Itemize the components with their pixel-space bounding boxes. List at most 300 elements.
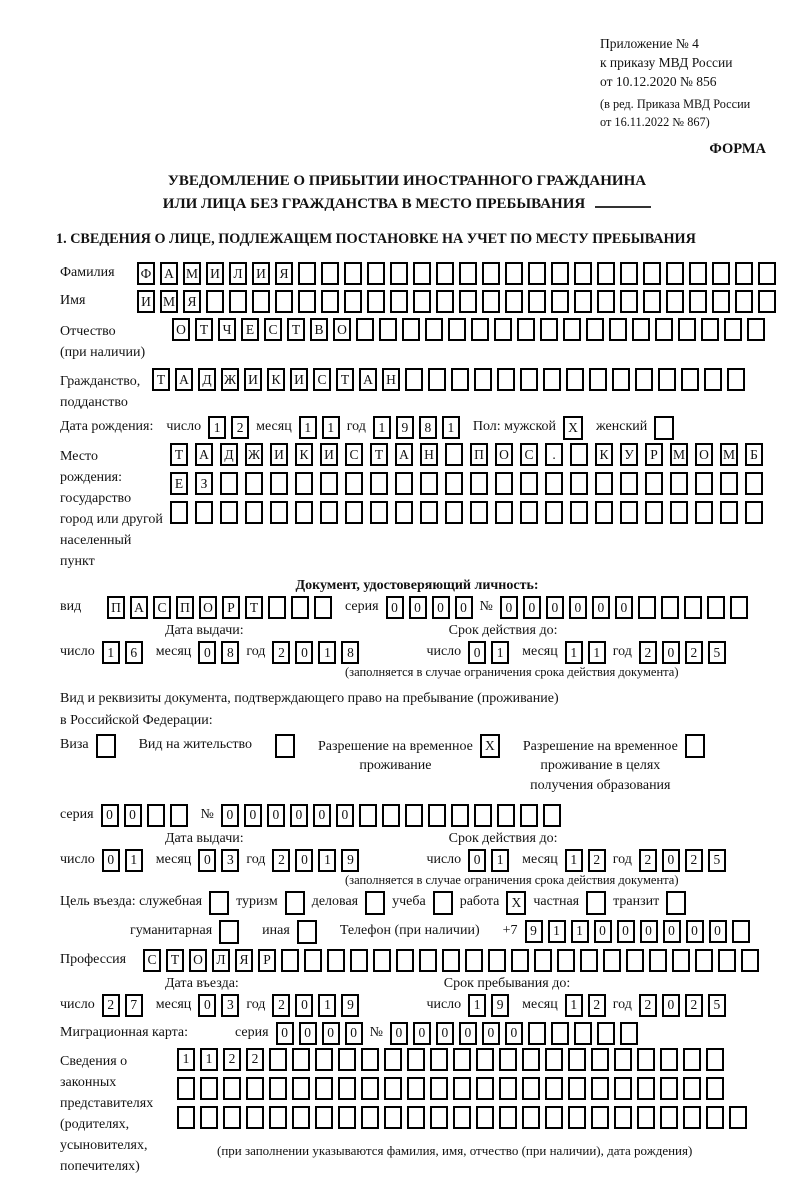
char-cell[interactable] <box>597 1022 615 1045</box>
char-cell[interactable] <box>396 949 414 972</box>
char-cell[interactable] <box>420 501 438 524</box>
char-cell[interactable] <box>522 1048 540 1071</box>
char-cell[interactable] <box>297 920 317 944</box>
char-cell[interactable]: 0 <box>468 849 486 872</box>
char-cell[interactable] <box>206 290 224 313</box>
char-cell[interactable] <box>543 368 561 391</box>
char-cell[interactable] <box>246 1077 264 1100</box>
char-cell[interactable] <box>315 1077 333 1100</box>
char-cell[interactable] <box>433 891 453 915</box>
char-cell[interactable] <box>580 949 598 972</box>
char-cell[interactable] <box>520 804 538 827</box>
char-cell[interactable]: Т <box>166 949 184 972</box>
char-cell[interactable] <box>395 501 413 524</box>
char-cell[interactable] <box>269 1077 287 1100</box>
char-cell[interactable] <box>344 290 362 313</box>
char-cell[interactable] <box>672 949 690 972</box>
residence-permit-checkbox[interactable] <box>275 734 295 758</box>
char-cell[interactable] <box>320 501 338 524</box>
char-cell[interactable]: М <box>160 290 178 313</box>
char-cell[interactable] <box>270 472 288 495</box>
char-cell[interactable]: 9 <box>491 994 509 1017</box>
char-cell[interactable] <box>660 1106 678 1129</box>
char-cell[interactable] <box>345 501 363 524</box>
char-cell[interactable]: И <box>320 443 338 466</box>
purpose-private-checkbox[interactable] <box>586 891 606 915</box>
temp-residence-edu-checkbox[interactable] <box>685 734 705 758</box>
char-cell[interactable] <box>683 1048 701 1071</box>
char-cell[interactable] <box>589 368 607 391</box>
char-cell[interactable] <box>499 1106 517 1129</box>
char-cell[interactable] <box>209 891 229 915</box>
char-cell[interactable]: 2 <box>685 641 703 664</box>
char-cell[interactable]: 0 <box>390 1022 408 1045</box>
char-cell[interactable]: 0 <box>617 920 635 943</box>
char-cell[interactable]: 0 <box>432 596 450 619</box>
sex-male-checkbox[interactable] <box>563 416 583 440</box>
char-cell[interactable]: О <box>199 596 217 619</box>
char-cell[interactable]: 0 <box>322 1022 340 1045</box>
char-cell[interactable] <box>678 318 696 341</box>
char-cell[interactable]: 0 <box>221 804 239 827</box>
char-cell[interactable] <box>520 501 538 524</box>
char-cell[interactable] <box>285 891 305 915</box>
char-cell[interactable] <box>275 734 295 758</box>
char-cell[interactable] <box>390 290 408 313</box>
char-cell[interactable] <box>379 318 397 341</box>
char-cell[interactable]: 3 <box>221 994 239 1017</box>
char-cell[interactable] <box>281 949 299 972</box>
char-cell[interactable]: А <box>359 368 377 391</box>
char-cell[interactable]: 0 <box>569 596 587 619</box>
char-cell[interactable]: С <box>345 443 363 466</box>
char-cell[interactable]: 1 <box>177 1048 195 1071</box>
char-cell[interactable] <box>758 262 776 285</box>
char-cell[interactable]: 1 <box>299 416 317 439</box>
char-cell[interactable]: О <box>695 443 713 466</box>
char-cell[interactable] <box>320 472 338 495</box>
char-cell[interactable]: Ж <box>221 368 239 391</box>
char-cell[interactable]: 0 <box>662 849 680 872</box>
char-cell[interactable] <box>712 262 730 285</box>
char-cell[interactable]: Б <box>745 443 763 466</box>
char-cell[interactable]: И <box>252 262 270 285</box>
char-cell[interactable]: X <box>563 416 583 440</box>
char-cell[interactable]: 1 <box>373 416 391 439</box>
char-cell[interactable] <box>476 1077 494 1100</box>
char-cell[interactable] <box>488 949 506 972</box>
purpose-official-checkbox[interactable] <box>209 891 229 915</box>
char-cell[interactable]: 6 <box>125 641 143 664</box>
char-cell[interactable]: 1 <box>565 849 583 872</box>
char-cell[interactable] <box>482 262 500 285</box>
char-cell[interactable]: 2 <box>102 994 120 1017</box>
char-cell[interactable] <box>413 290 431 313</box>
char-cell[interactable]: 0 <box>455 596 473 619</box>
char-cell[interactable] <box>758 290 776 313</box>
char-cell[interactable] <box>545 501 563 524</box>
char-cell[interactable] <box>270 501 288 524</box>
char-cell[interactable] <box>407 1106 425 1129</box>
char-cell[interactable] <box>495 472 513 495</box>
char-cell[interactable] <box>405 368 423 391</box>
char-cell[interactable] <box>413 262 431 285</box>
char-cell[interactable]: 1 <box>318 641 336 664</box>
char-cell[interactable] <box>295 501 313 524</box>
purpose-study-checkbox[interactable] <box>433 891 453 915</box>
char-cell[interactable] <box>534 949 552 972</box>
char-cell[interactable]: 0 <box>124 804 142 827</box>
char-cell[interactable] <box>551 290 569 313</box>
char-cell[interactable] <box>344 262 362 285</box>
char-cell[interactable] <box>246 1106 264 1129</box>
char-cell[interactable]: 7 <box>125 994 143 1017</box>
char-cell[interactable]: Т <box>152 368 170 391</box>
char-cell[interactable] <box>706 1106 724 1129</box>
char-cell[interactable] <box>321 262 339 285</box>
char-cell[interactable]: А <box>175 368 193 391</box>
char-cell[interactable]: 1 <box>588 641 606 664</box>
char-cell[interactable]: 0 <box>709 920 727 943</box>
char-cell[interactable]: Т <box>170 443 188 466</box>
char-cell[interactable]: 0 <box>276 1022 294 1045</box>
char-cell[interactable] <box>448 318 466 341</box>
char-cell[interactable] <box>620 1022 638 1045</box>
char-cell[interactable] <box>384 1048 402 1071</box>
char-cell[interactable]: Р <box>258 949 276 972</box>
char-cell[interactable] <box>338 1077 356 1100</box>
char-cell[interactable] <box>361 1106 379 1129</box>
char-cell[interactable] <box>654 416 674 440</box>
char-cell[interactable] <box>637 1048 655 1071</box>
char-cell[interactable] <box>298 262 316 285</box>
char-cell[interactable] <box>655 318 673 341</box>
char-cell[interactable] <box>645 501 663 524</box>
char-cell[interactable]: О <box>495 443 513 466</box>
char-cell[interactable]: 2 <box>231 416 249 439</box>
char-cell[interactable] <box>275 290 293 313</box>
char-cell[interactable] <box>720 472 738 495</box>
char-cell[interactable] <box>430 1106 448 1129</box>
char-cell[interactable]: 2 <box>639 994 657 1017</box>
char-cell[interactable]: 9 <box>525 920 543 943</box>
char-cell[interactable] <box>681 368 699 391</box>
char-cell[interactable] <box>292 1106 310 1129</box>
char-cell[interactable] <box>511 949 529 972</box>
char-cell[interactable] <box>219 920 239 944</box>
char-cell[interactable]: К <box>267 368 285 391</box>
char-cell[interactable] <box>505 290 523 313</box>
char-cell[interactable] <box>745 501 763 524</box>
char-cell[interactable] <box>643 290 661 313</box>
char-cell[interactable] <box>695 501 713 524</box>
char-cell[interactable] <box>269 1048 287 1071</box>
visa-checkbox[interactable] <box>96 734 116 758</box>
char-cell[interactable] <box>350 949 368 972</box>
char-cell[interactable]: 0 <box>459 1022 477 1045</box>
char-cell[interactable] <box>370 472 388 495</box>
char-cell[interactable] <box>528 290 546 313</box>
char-cell[interactable]: З <box>195 472 213 495</box>
char-cell[interactable] <box>499 1048 517 1071</box>
char-cell[interactable]: Д <box>198 368 216 391</box>
char-cell[interactable]: 0 <box>313 804 331 827</box>
char-cell[interactable]: А <box>395 443 413 466</box>
char-cell[interactable] <box>451 804 469 827</box>
char-cell[interactable] <box>436 290 454 313</box>
char-cell[interactable]: Т <box>195 318 213 341</box>
char-cell[interactable] <box>689 262 707 285</box>
char-cell[interactable] <box>563 318 581 341</box>
char-cell[interactable] <box>557 949 575 972</box>
char-cell[interactable] <box>405 804 423 827</box>
char-cell[interactable] <box>453 1048 471 1071</box>
char-cell[interactable]: 2 <box>588 994 606 1017</box>
char-cell[interactable] <box>407 1048 425 1071</box>
char-cell[interactable]: 0 <box>290 804 308 827</box>
char-cell[interactable]: 0 <box>198 849 216 872</box>
char-cell[interactable]: А <box>195 443 213 466</box>
char-cell[interactable] <box>670 501 688 524</box>
char-cell[interactable]: 0 <box>686 920 704 943</box>
char-cell[interactable] <box>574 1022 592 1045</box>
char-cell[interactable]: 0 <box>295 641 313 664</box>
char-cell[interactable] <box>570 501 588 524</box>
char-cell[interactable] <box>345 472 363 495</box>
char-cell[interactable]: 1 <box>442 416 460 439</box>
char-cell[interactable] <box>269 1106 287 1129</box>
char-cell[interactable] <box>706 1048 724 1071</box>
char-cell[interactable]: 8 <box>341 641 359 664</box>
char-cell[interactable] <box>459 262 477 285</box>
char-cell[interactable]: 9 <box>396 416 414 439</box>
char-cell[interactable]: X <box>506 891 526 915</box>
char-cell[interactable]: 0 <box>592 596 610 619</box>
char-cell[interactable] <box>609 318 627 341</box>
char-cell[interactable] <box>430 1048 448 1071</box>
char-cell[interactable] <box>591 1048 609 1071</box>
char-cell[interactable]: 0 <box>295 849 313 872</box>
char-cell[interactable] <box>295 472 313 495</box>
char-cell[interactable] <box>474 368 492 391</box>
char-cell[interactable] <box>474 804 492 827</box>
char-cell[interactable] <box>685 734 705 758</box>
char-cell[interactable] <box>551 1022 569 1045</box>
char-cell[interactable]: 2 <box>272 994 290 1017</box>
char-cell[interactable] <box>724 318 742 341</box>
char-cell[interactable] <box>370 501 388 524</box>
char-cell[interactable] <box>430 1077 448 1100</box>
char-cell[interactable] <box>528 262 546 285</box>
char-cell[interactable]: Д <box>220 443 238 466</box>
char-cell[interactable]: Р <box>222 596 240 619</box>
char-cell[interactable]: 0 <box>299 1022 317 1045</box>
char-cell[interactable]: Р <box>645 443 663 466</box>
char-cell[interactable]: 1 <box>125 849 143 872</box>
char-cell[interactable] <box>635 368 653 391</box>
char-cell[interactable] <box>425 318 443 341</box>
char-cell[interactable]: К <box>295 443 313 466</box>
char-cell[interactable] <box>632 318 650 341</box>
char-cell[interactable]: 2 <box>246 1048 264 1071</box>
char-cell[interactable] <box>428 368 446 391</box>
char-cell[interactable]: 8 <box>221 641 239 664</box>
char-cell[interactable]: 1 <box>565 641 583 664</box>
char-cell[interactable]: 2 <box>223 1048 241 1071</box>
char-cell[interactable] <box>620 290 638 313</box>
char-cell[interactable] <box>338 1106 356 1129</box>
char-cell[interactable] <box>701 318 719 341</box>
char-cell[interactable]: П <box>470 443 488 466</box>
char-cell[interactable] <box>597 290 615 313</box>
char-cell[interactable]: 1 <box>200 1048 218 1071</box>
char-cell[interactable] <box>730 596 748 619</box>
char-cell[interactable]: 5 <box>708 641 726 664</box>
char-cell[interactable] <box>614 1048 632 1071</box>
char-cell[interactable]: 0 <box>500 596 518 619</box>
char-cell[interactable]: 2 <box>685 994 703 1017</box>
char-cell[interactable]: С <box>143 949 161 972</box>
char-cell[interactable] <box>445 472 463 495</box>
char-cell[interactable]: 0 <box>523 596 541 619</box>
char-cell[interactable] <box>428 804 446 827</box>
char-cell[interactable]: 0 <box>267 804 285 827</box>
char-cell[interactable]: 1 <box>102 641 120 664</box>
char-cell[interactable] <box>476 1106 494 1129</box>
char-cell[interactable] <box>666 262 684 285</box>
char-cell[interactable] <box>384 1106 402 1129</box>
char-cell[interactable]: И <box>244 368 262 391</box>
char-cell[interactable] <box>497 368 515 391</box>
char-cell[interactable]: И <box>137 290 155 313</box>
char-cell[interactable] <box>545 1106 563 1129</box>
char-cell[interactable]: 2 <box>272 641 290 664</box>
char-cell[interactable]: Е <box>170 472 188 495</box>
char-cell[interactable]: 5 <box>708 849 726 872</box>
char-cell[interactable]: 0 <box>546 596 564 619</box>
char-cell[interactable]: 0 <box>198 994 216 1017</box>
char-cell[interactable] <box>436 262 454 285</box>
char-cell[interactable]: 0 <box>662 641 680 664</box>
char-cell[interactable] <box>707 596 725 619</box>
char-cell[interactable]: 9 <box>341 994 359 1017</box>
char-cell[interactable]: 2 <box>272 849 290 872</box>
char-cell[interactable] <box>637 1077 655 1100</box>
char-cell[interactable]: 1 <box>318 994 336 1017</box>
char-cell[interactable]: Ф <box>137 262 155 285</box>
char-cell[interactable] <box>570 472 588 495</box>
char-cell[interactable] <box>453 1106 471 1129</box>
purpose-humanitarian-checkbox[interactable] <box>219 920 239 944</box>
char-cell[interactable] <box>268 596 286 619</box>
char-cell[interactable] <box>229 290 247 313</box>
char-cell[interactable]: П <box>176 596 194 619</box>
char-cell[interactable]: А <box>160 262 178 285</box>
char-cell[interactable] <box>292 1077 310 1100</box>
char-cell[interactable] <box>361 1048 379 1071</box>
char-cell[interactable] <box>683 1106 701 1129</box>
char-cell[interactable] <box>666 290 684 313</box>
char-cell[interactable] <box>365 891 385 915</box>
char-cell[interactable] <box>620 501 638 524</box>
char-cell[interactable] <box>147 804 165 827</box>
char-cell[interactable] <box>420 472 438 495</box>
char-cell[interactable]: 9 <box>341 849 359 872</box>
char-cell[interactable] <box>495 501 513 524</box>
char-cell[interactable] <box>338 1048 356 1071</box>
char-cell[interactable]: 5 <box>708 994 726 1017</box>
char-cell[interactable] <box>568 1048 586 1071</box>
char-cell[interactable]: Л <box>229 262 247 285</box>
char-cell[interactable] <box>689 290 707 313</box>
char-cell[interactable] <box>586 318 604 341</box>
char-cell[interactable]: 0 <box>468 641 486 664</box>
char-cell[interactable] <box>741 949 759 972</box>
char-cell[interactable] <box>620 262 638 285</box>
char-cell[interactable]: О <box>189 949 207 972</box>
char-cell[interactable]: О <box>333 318 351 341</box>
char-cell[interactable]: Т <box>287 318 305 341</box>
char-cell[interactable]: 0 <box>295 994 313 1017</box>
char-cell[interactable] <box>595 501 613 524</box>
char-cell[interactable] <box>252 290 270 313</box>
char-cell[interactable] <box>459 290 477 313</box>
char-cell[interactable]: Т <box>336 368 354 391</box>
char-cell[interactable] <box>245 501 263 524</box>
char-cell[interactable]: 3 <box>221 849 239 872</box>
char-cell[interactable]: 1 <box>548 920 566 943</box>
char-cell[interactable] <box>545 1048 563 1071</box>
char-cell[interactable] <box>729 1106 747 1129</box>
char-cell[interactable]: 1 <box>468 994 486 1017</box>
char-cell[interactable]: 0 <box>615 596 633 619</box>
char-cell[interactable] <box>200 1077 218 1100</box>
char-cell[interactable]: 0 <box>101 804 119 827</box>
char-cell[interactable] <box>223 1077 241 1100</box>
char-cell[interactable]: Н <box>382 368 400 391</box>
char-cell[interactable] <box>735 290 753 313</box>
char-cell[interactable] <box>292 1048 310 1071</box>
char-cell[interactable]: К <box>595 443 613 466</box>
char-cell[interactable] <box>570 443 588 466</box>
char-cell[interactable]: Ж <box>245 443 263 466</box>
char-cell[interactable]: 1 <box>322 416 340 439</box>
char-cell[interactable] <box>637 1106 655 1129</box>
char-cell[interactable] <box>177 1106 195 1129</box>
char-cell[interactable] <box>626 949 644 972</box>
char-cell[interactable] <box>453 1077 471 1100</box>
char-cell[interactable]: С <box>264 318 282 341</box>
char-cell[interactable] <box>520 472 538 495</box>
char-cell[interactable]: Я <box>235 949 253 972</box>
char-cell[interactable]: С <box>313 368 331 391</box>
char-cell[interactable] <box>595 472 613 495</box>
char-cell[interactable]: 8 <box>419 416 437 439</box>
char-cell[interactable] <box>497 804 515 827</box>
char-cell[interactable]: 0 <box>409 596 427 619</box>
char-cell[interactable]: . <box>545 443 563 466</box>
char-cell[interactable] <box>220 472 238 495</box>
char-cell[interactable] <box>445 443 463 466</box>
char-cell[interactable] <box>551 262 569 285</box>
char-cell[interactable] <box>200 1106 218 1129</box>
char-cell[interactable]: П <box>107 596 125 619</box>
char-cell[interactable] <box>727 368 745 391</box>
char-cell[interactable]: 0 <box>244 804 262 827</box>
char-cell[interactable] <box>505 262 523 285</box>
char-cell[interactable] <box>419 949 437 972</box>
char-cell[interactable] <box>566 368 584 391</box>
